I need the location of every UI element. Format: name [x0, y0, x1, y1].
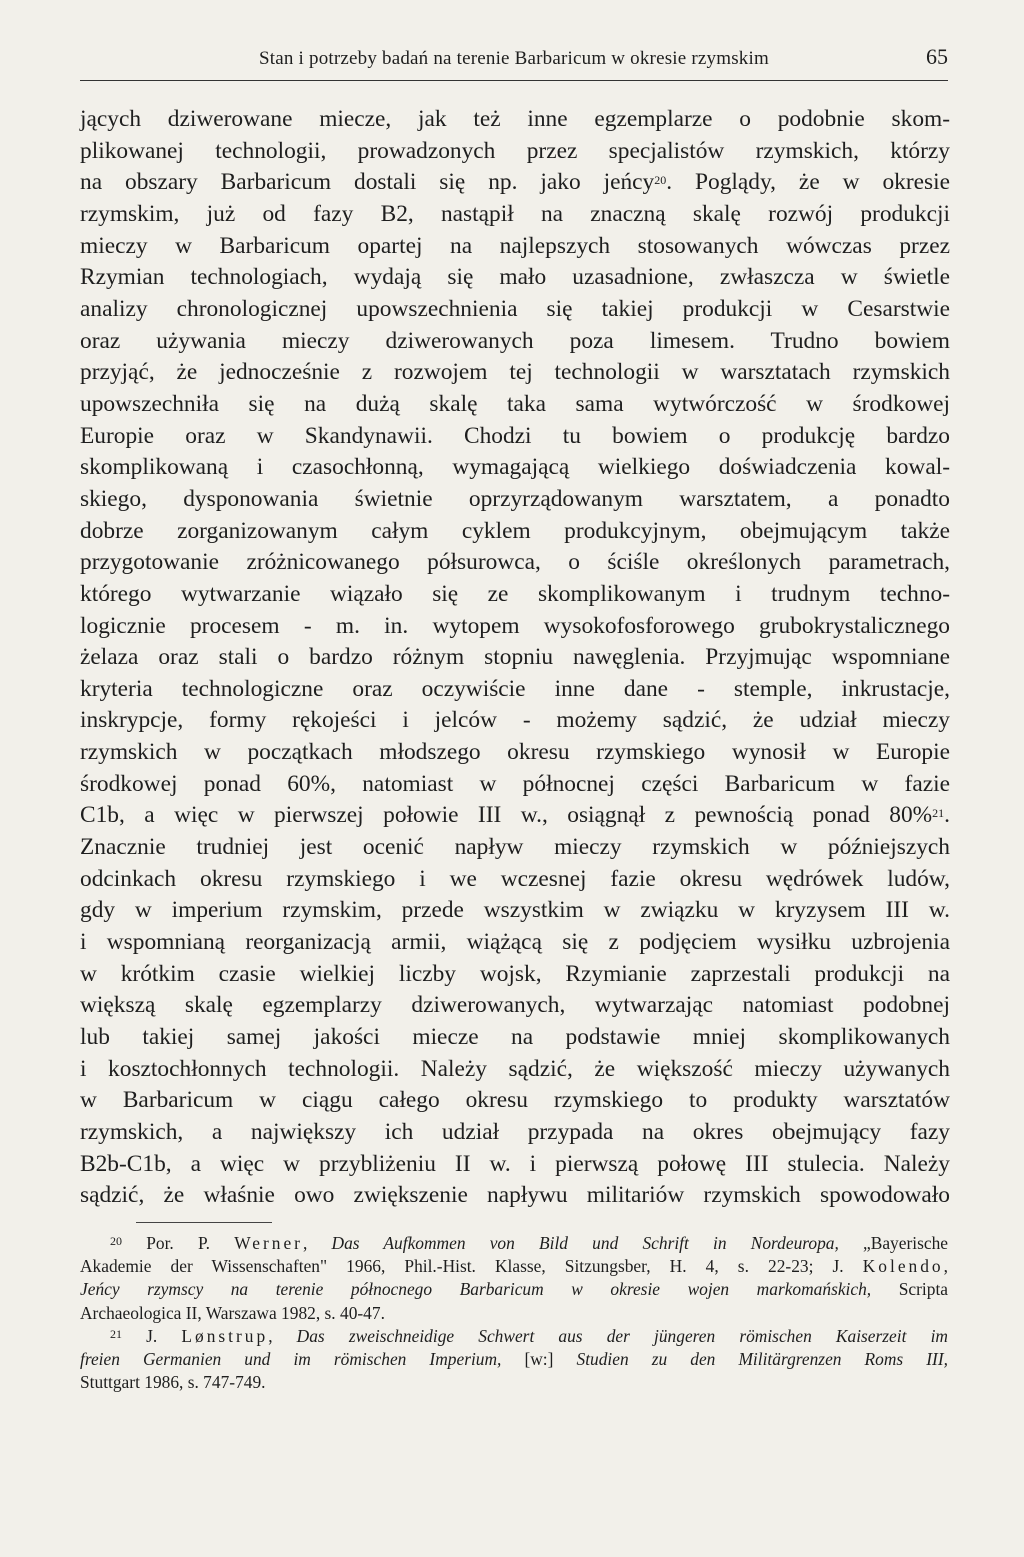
- text-line: logicznie procesem - m. in. wytopem wysokofosforowego grubokrystalicznego: [80, 612, 950, 639]
- text-line: odcinkach okresu rzymskiego i we wczesnej fazie okresu wędrówek ludów,: [80, 865, 950, 892]
- text-line: Europie oraz w Skandynawii. Chodzi tu bowiem o produkcję bardzo: [80, 422, 950, 449]
- text-line: dobrze zorganizowanym całym cyklem produkcyjnym, obejmującym także: [80, 517, 950, 544]
- footnote-ref-20: 20: [654, 173, 667, 188]
- body-text: [80, 104, 950, 1212]
- footnote-21: $^{21}$ J. Lønstrup, Das zweischneidige Schwert aus der jüngeren römischen Kaiserzeit im freien Germanien und im römischen Imperium, [w:] Studien zu den Militärgrenzen Roms III, Stuttgart 1986, s. 747-749.: [80, 1325, 948, 1393]
- running-header: [80, 40, 948, 81]
- text-line: rzymskich w początkach młodszego okresu rzymskiego wynosił w Europie: [80, 739, 950, 766]
- text-line: C1b, a więc w pierwszej połowie III w., osiągnął z pewnością ponad 80%$^{21}$.: [80, 802, 950, 829]
- text-line: którego wytwarzanie wiązało się ze skomplikowanym i trudnym techno-: [80, 580, 950, 607]
- text-line: Rzymian technologiach, wydają się mało uzasadnione, zwłaszcza w świetle: [80, 264, 950, 291]
- text-line: żelaza oraz stali o bardzo różnym stopniu nawęglenia. Przyjmując wspomniane: [80, 644, 950, 671]
- text-line: sądzić, że właśnie owo zwiększenie napływu militariów rzymskich spowodowało: [80, 1182, 950, 1209]
- page-number: 65: [926, 44, 948, 69]
- footnote-divider: [136, 1222, 272, 1223]
- footnote-number: 21: [110, 1326, 122, 1341]
- text-line: na obszary Barbaricum dostali się np. jako jeńcy$^{20}$. Poglądy, że w okresie: [80, 169, 950, 196]
- text-line: upowszechniła się na dużą skalę taka sama wytwórczość w środkowej: [80, 390, 950, 417]
- footnote-number: 20: [110, 1234, 122, 1248]
- text-line: w krótkim czasie wielkiej liczby wojsk, Rzymianie zaprzestali produkcji na: [80, 960, 950, 987]
- author-name: Werner: [234, 1233, 303, 1253]
- running-title: Stan i potrzeby badań na terenie Barbaricum w okresie rzymskim: [259, 48, 769, 69]
- text-line: przyjąć, że jednocześnie z rozwojem tej technologii w warsztatach rzymskich: [80, 359, 950, 386]
- text-line: analizy chronologicznej upowszechnienia się takiej produkcji w Cesarstwie: [80, 295, 950, 322]
- text-line: lub takiej samej jakości miecze na podstawie mniej skomplikowanych: [80, 1024, 950, 1051]
- text-line: rzymskich, a największy ich udział przypada na okres obejmujący fazy: [80, 1119, 950, 1145]
- text-line: plikowanej technologii, prowadzonych przez specjalistów rzymskich, którzy: [80, 137, 950, 164]
- footnote-ref-21: 21: [932, 806, 945, 821]
- text-line: rzymskim, już od fazy B2, nastąpił na znaczną skalę rozwój produkcji: [80, 200, 950, 227]
- author-name: Lønstrup: [181, 1325, 269, 1346]
- text-line: gdy w imperium rzymskim, przede wszystkim w związku w kryzysem III w.: [80, 897, 950, 924]
- author-name: Kolendo: [862, 1256, 944, 1277]
- text-line: mieczy w Barbaricum opartej na najlepszych stosowanych wówczas przez: [80, 232, 950, 259]
- text-line: i kosztochłonnych technologii. Należy sądzić, że większość mieczy używanych: [80, 1055, 950, 1082]
- text-line: B2b-C1b, a więc w przybliżeniu II w. i pierwszą połowę III stulecia. Należy: [80, 1150, 950, 1177]
- work-title: Das zweischneidige Schwert aus der jüngeren römischen Kaiserzeit im: [296, 1325, 948, 1346]
- text-line: oraz używania mieczy dziwerowanych poza limesem. Trudno bowiem: [80, 327, 950, 354]
- work-title: freien Germanien und im römischen Imperium,: [80, 1349, 502, 1370]
- work-title: Das Aufkommen von Bild und Schrift in Nordeuropa,: [331, 1233, 839, 1253]
- footnote-20: $^{20}$ Por. P. Werner, Das Aufkommen von Bild und Schrift in Nordeuropa, „Bayerische Akademie der Wissenschaften" 1966, Phil.-Hist. Klasse, Sitzungsber, H. 4, s. 22-23; J. Kolendo, Jeńcy rzymscy na terenie północnego Barbaricum w okresie wojen markomańskich, Scripta Archaeologica II, Warszawa 1982, s. 40-47.: [80, 1233, 948, 1323]
- text-line: w Barbaricum w ciągu całego okresu rzymskiego to produkty warsztatów: [80, 1087, 950, 1114]
- text-line: środkowej ponad 60%, natomiast w północnej części Barbaricum w fazie: [80, 770, 950, 797]
- text-line: inskrypcje, formy rękojeści i jelców - możemy sądzić, że udział mieczy: [80, 707, 950, 734]
- text-line: przygotowanie zróżnicowanego półsurowca, o ściśle określonych parametrach,: [80, 549, 950, 576]
- text-line: większą skalę egzemplarzy dziwerowanych, wytwarzając natomiast podobnej: [80, 992, 950, 1019]
- text-line: i wspomnianą reorganizacją armii, wiążącą się z podjęciem wysiłku uzbrojenia: [80, 929, 950, 956]
- text-line: kryteria technologiczne oraz oczywiście inne dane - stemple, inkrustacje,: [80, 675, 950, 702]
- text-line: jących dziwerowane miecze, jak też inne egzemplarze o podobnie skom-: [80, 106, 950, 132]
- text-line: skiego, dysponowania świetnie oprzyrządowanym warsztatem, a ponadto: [80, 485, 950, 512]
- text-line: skomplikowaną i czasochłonną, wymagającą wielkiego doświadczenia kowal-: [80, 454, 950, 481]
- footnotes: [80, 1232, 948, 1394]
- series-title: Studien zu den Militärgrenzen Roms III,: [576, 1349, 948, 1370]
- work-title: Jeńcy rzymscy na terenie północnego Barbaricum w okresie wojen markomańskich,: [80, 1279, 872, 1300]
- text-line: Znacznie trudniej jest ocenić napływ mieczy rzymskich w późniejszych: [80, 834, 950, 861]
